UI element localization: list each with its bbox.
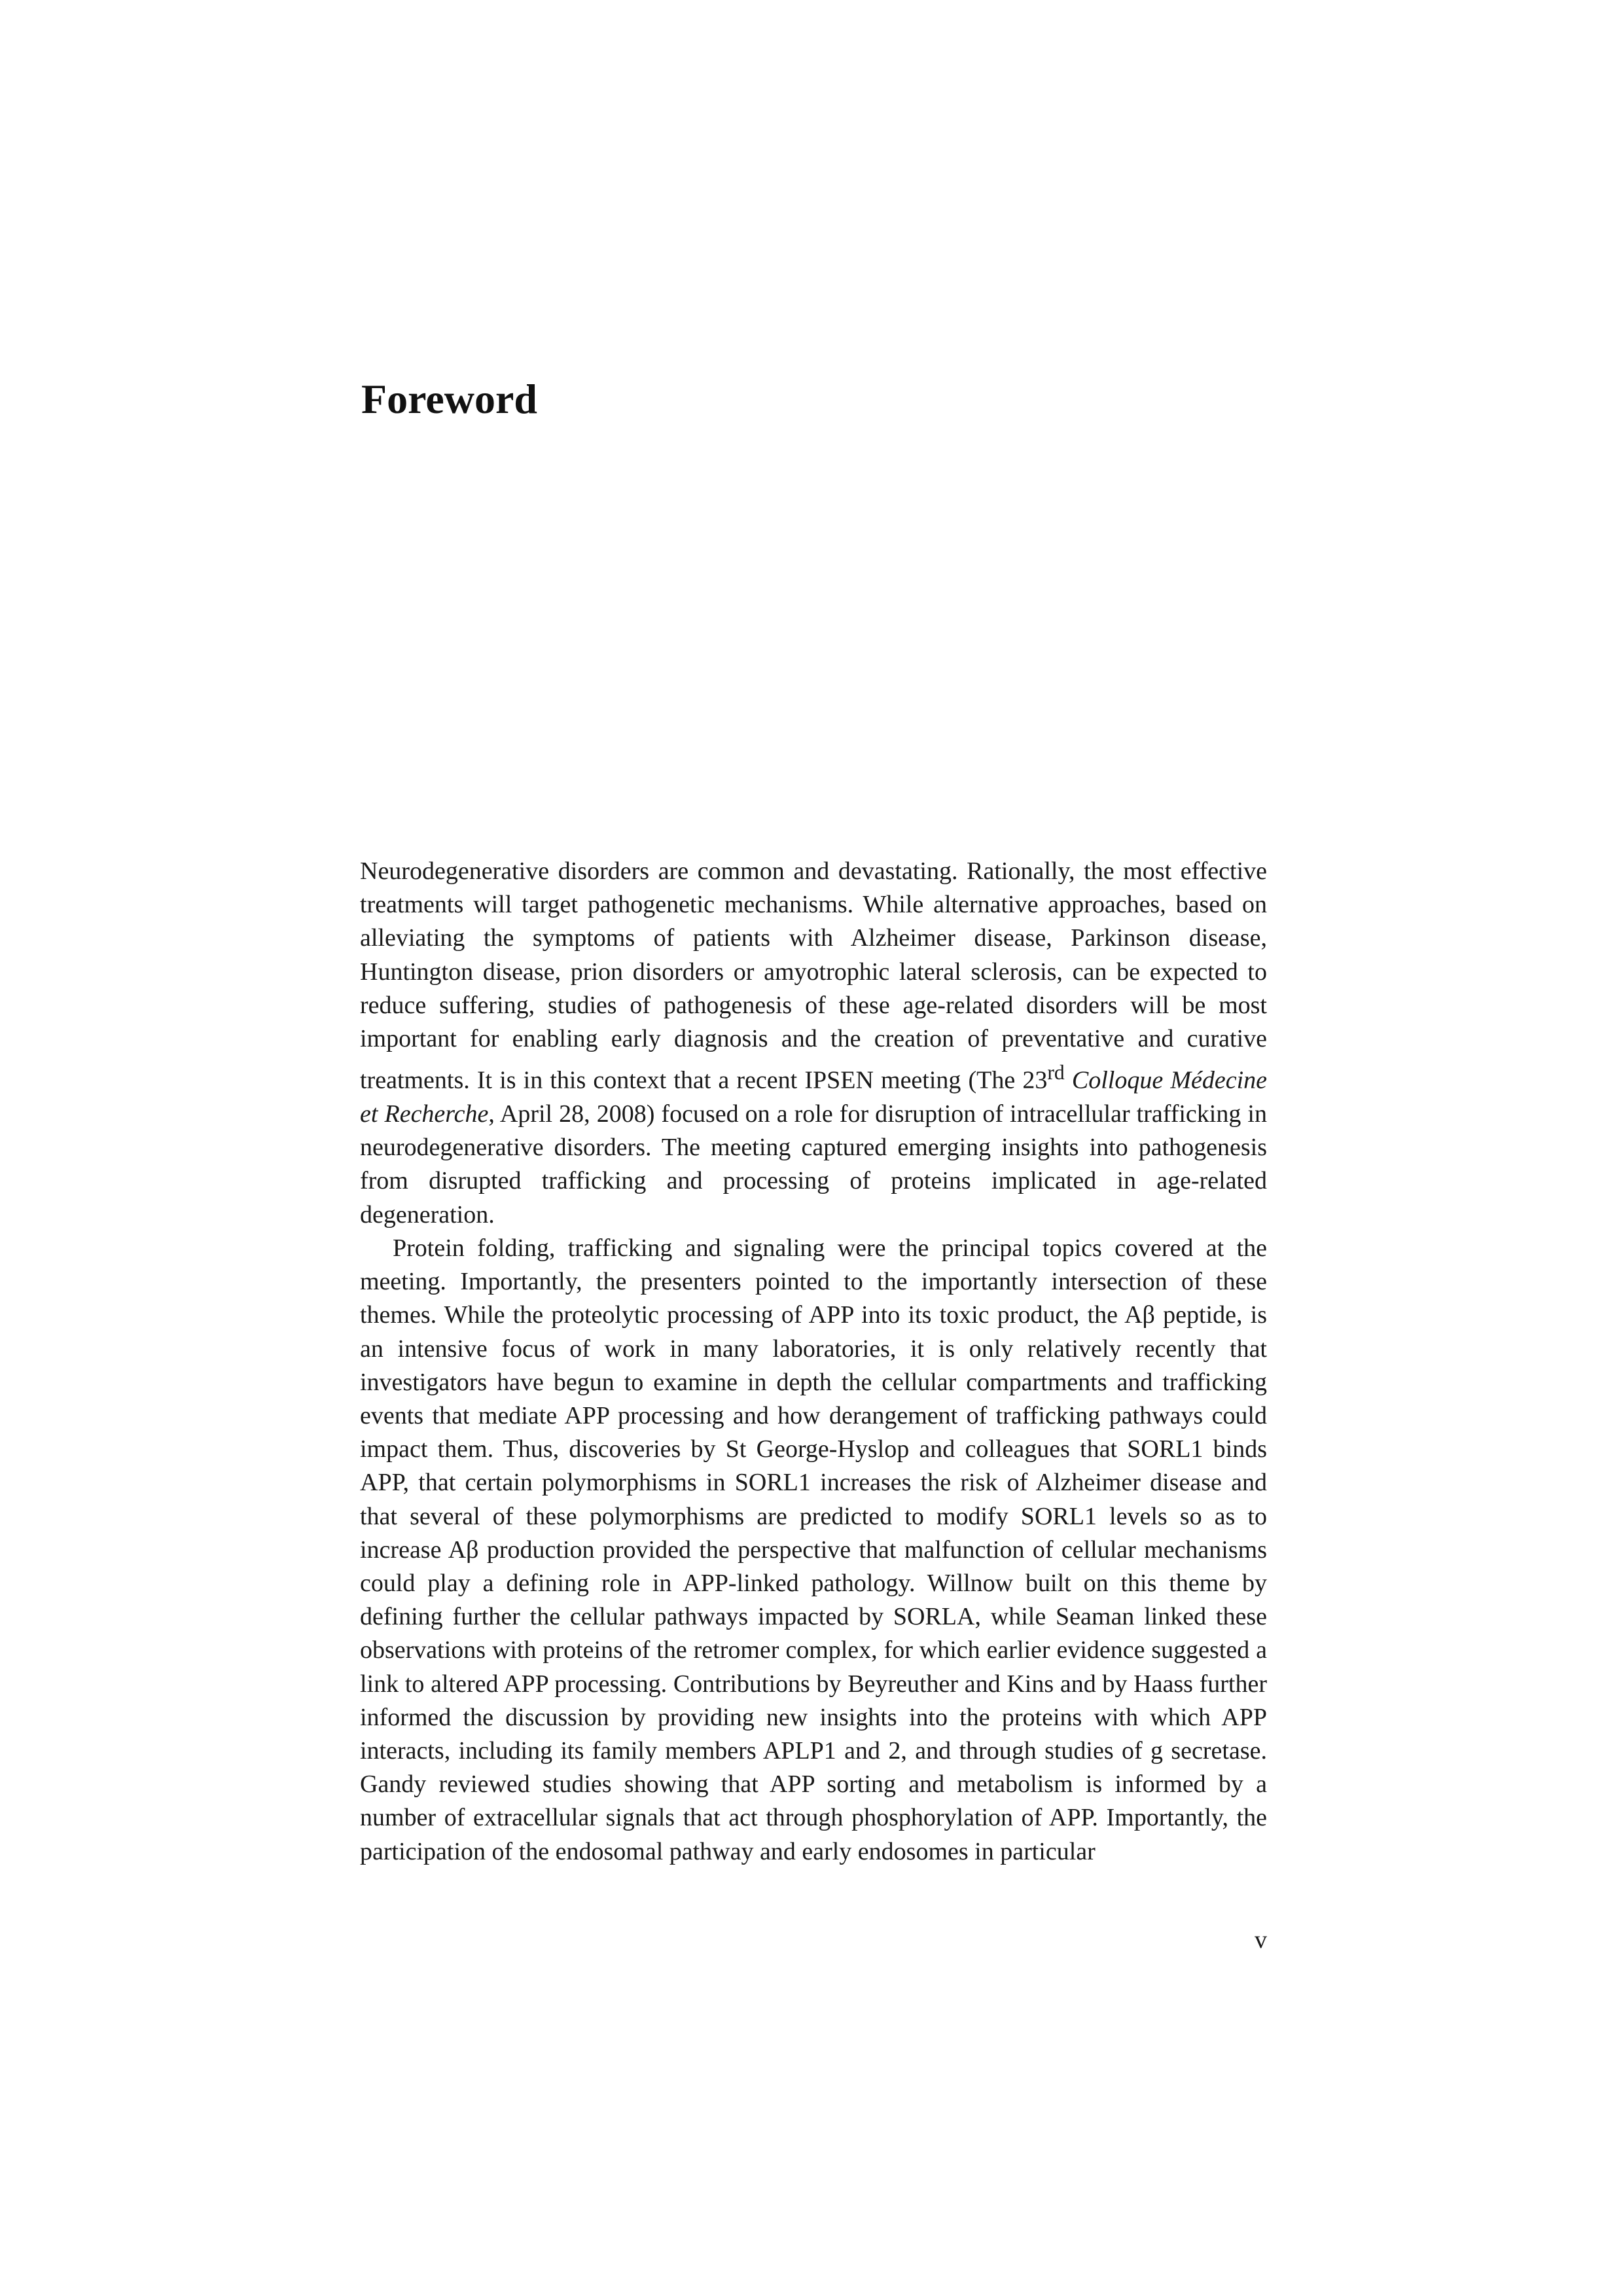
page-title: Foreword	[361, 376, 537, 422]
page-number: v	[1255, 1926, 1267, 1954]
space	[1065, 1067, 1072, 1094]
body-text	[360, 855, 1267, 1869]
ordinal-superscript: rd	[1047, 1061, 1065, 1085]
paragraph-2: Protein folding, trafficking and signaling were the principal topics covered at the meeting. Importantly, the presenters pointed to the importantly intersection of these themes. While the proteolytic processing of APP into its toxic product, the Aβ peptide, is an intensive focus of work in many laboratories, it is only relatively recently that investigators have begun to examine in depth the cellular compartments and trafficking events that mediate APP processing and how derangement of trafficking pathways could impact them. Thus, discoveries by St George-Hyslop and colleagues that SORL1 binds APP, that certain polymorphisms in SORL1 increases the risk of Alzheimer disease and that several of these polymorphisms are predicted to modify SORL1 levels so as to increase Aβ production provided the perspective that malfunction of cellular mechanisms could play a defining role in APP-linked pathology. Willnow built on this theme by defining further the cellular pathways impacted by SORLA, while Seaman linked these observations with proteins of the retromer complex, for which earlier evidence suggested a link to altered APP processing. Contributions by Beyreuther and Kins and by Haass further informed the discussion by providing new insights into the proteins with which APP interacts, including its family members APLP1 and 2, and through studies of g secretase. Gandy reviewed studies showing that APP sorting and metabolism is informed by a number of extracellular signals that act through phosphorylation of APP. Importantly, the participation of the endosomal pathway and early endosomes in particular	[360, 1234, 1267, 1865]
colloquium-title: Colloque Médecine et Recherche	[360, 1066, 1268, 1128]
paragraph-1	[360, 855, 1267, 1232]
paragraph-1-text-start: Neurodegenerative disorders are common and devastating. Rationally, the most effective treatments will target pathogenetic mechanisms. While alternative approaches, based on alleviating the symptoms of patients with Alzheimer disease, Parkinson disease, Huntington disease, prion disorders or amyotrophic lateral sclerosis, can be expected to reduce suffering, studies of pathogenesis of these age-related disorders will be most important for enabling early diagnosis and the creation of preventative and curative treatments. It is in this context that a recent IPSEN meeting (The 23	[360, 857, 1267, 1094]
paragraph-1-text-end: , April 28, 2008) focused on a role for disruption of intracellular trafficking in neurodegenerative disorders. The meeting captured emerging insights into pathogenesis from disrupted trafficking and processing of proteins implicated in age-related degeneration.	[360, 1100, 1267, 1229]
